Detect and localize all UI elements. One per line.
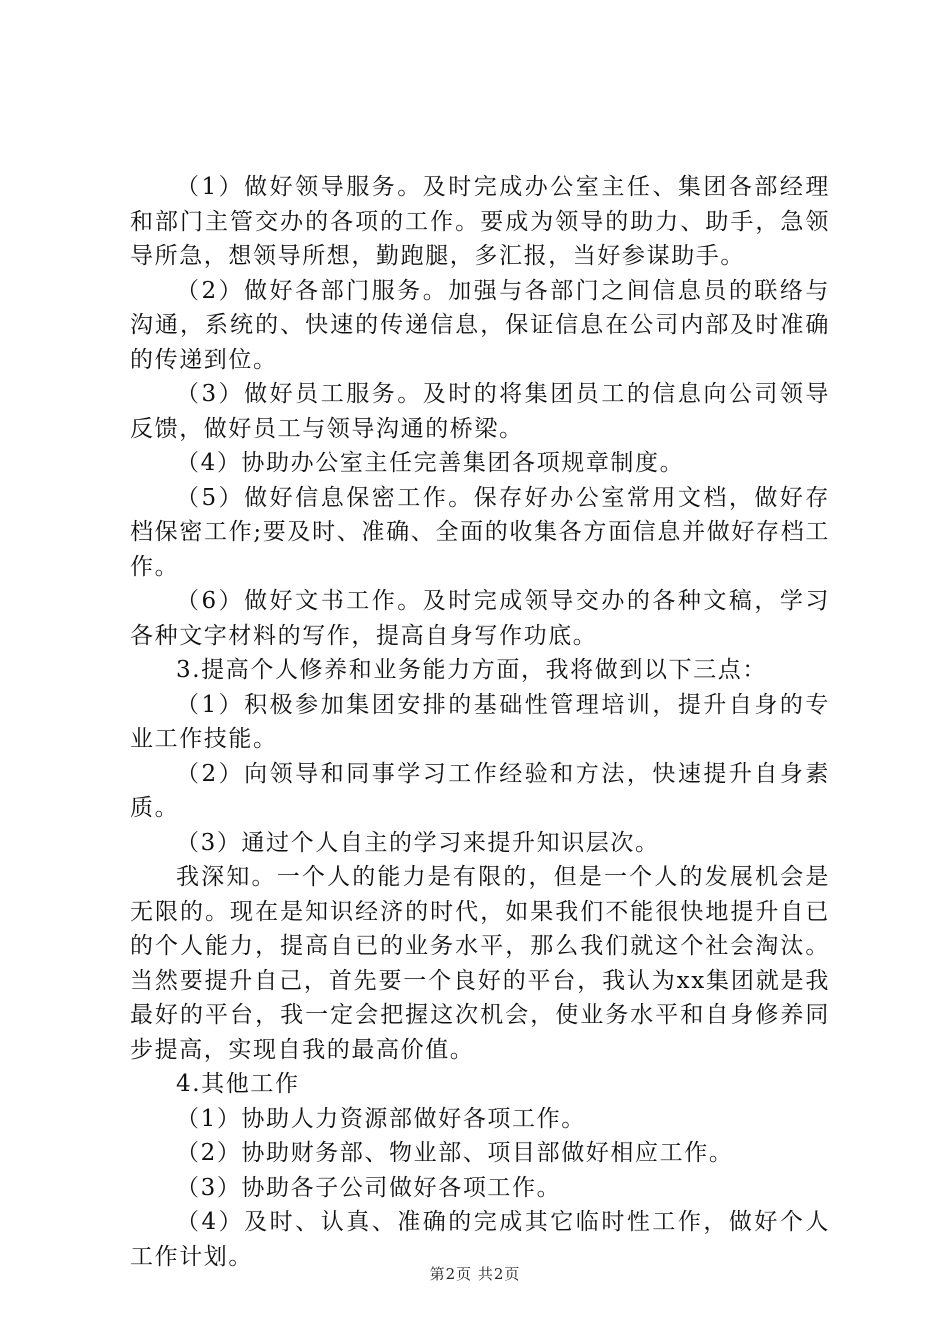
section-heading-other-work: 4.其他工作: [176, 1071, 300, 1097]
paragraph-subsidiary-assist: （3）协助各子公司做好各项工作。: [176, 1174, 562, 1201]
page-number-footer: 第2页 共2页: [429, 1265, 521, 1283]
paragraph-clerical-work: （6）做好文书工作。及时完成领导交办的各种文稿，学习各种文字材料的写作，提高自身写作功底。: [130, 588, 830, 649]
section-heading-self-improvement: 3.提高个人修养和业务能力方面，我将做到以下三点：: [176, 657, 767, 683]
paragraph-confidentiality: （5）做好信息保密工作。保存好办公室常用文档，做好存档保密工作;要及时、准确、全面的收集各方面信息并做好存档工作。: [130, 484, 830, 580]
paragraph-temporary-work: （4）及时、认真、准确的完成其它临时性工作，做好个人工作计划。: [130, 1209, 830, 1270]
document-body: [130, 170, 830, 1274]
paragraph-learn-from-colleagues: （2）向领导和同事学习工作经验和方法，快速提升自身素质。: [130, 760, 830, 821]
paragraph-reflection: 我深知。一个人的能力是有限的，但是一个人的发展机会是无限的。现在是知识经济的时代，如果我们不能很快地提升自已的个人能力，提高自已的业务水平，那么我们就这个社会淘汰。当然要提升自己，首先要一个良好的平台，我认为xx集团就是我最好的平台，我一定会把握这次机会，使业务水平和自身修养同步提高，实现自我的最高价值。: [130, 864, 830, 1063]
paragraph-finance-assist: （2）协助财务部、物业部、项目部做好相应工作。: [176, 1140, 734, 1166]
paragraph-training: （1）积极参加集团安排的基础性管理培训，提升自身的专业工作技能。: [130, 691, 830, 752]
paragraph-hr-assist: （1）协助人力资源部做好各项工作。: [176, 1105, 586, 1132]
paragraph-regulations: （4）协助办公室主任完善集团各项规章制度。: [176, 450, 685, 476]
paragraph-staff-service: （3）做好员工服务。及时的将集团员工的信息向公司领导反馈，做好员工与领导沟通的桥梁。: [130, 381, 830, 442]
paragraph-self-study: （3）通过个人自主的学习来提升知识层次。: [176, 829, 660, 856]
paragraph-department-service: （2）做好各部门服务。加强与各部门之间信息员的联络与沟通，系统的、快速的传递信息，保证信息在公司内部及时准确的传递到位。: [130, 277, 830, 373]
paragraph-leader-service: （1）做好领导服务。及时完成办公室主任、集团各部经理和部门主管交办的各项的工作。要成为领导的助力、助手，急领导所急，想领导所想，勤跑腿，多汇报，当好参谋助手。: [130, 174, 830, 269]
